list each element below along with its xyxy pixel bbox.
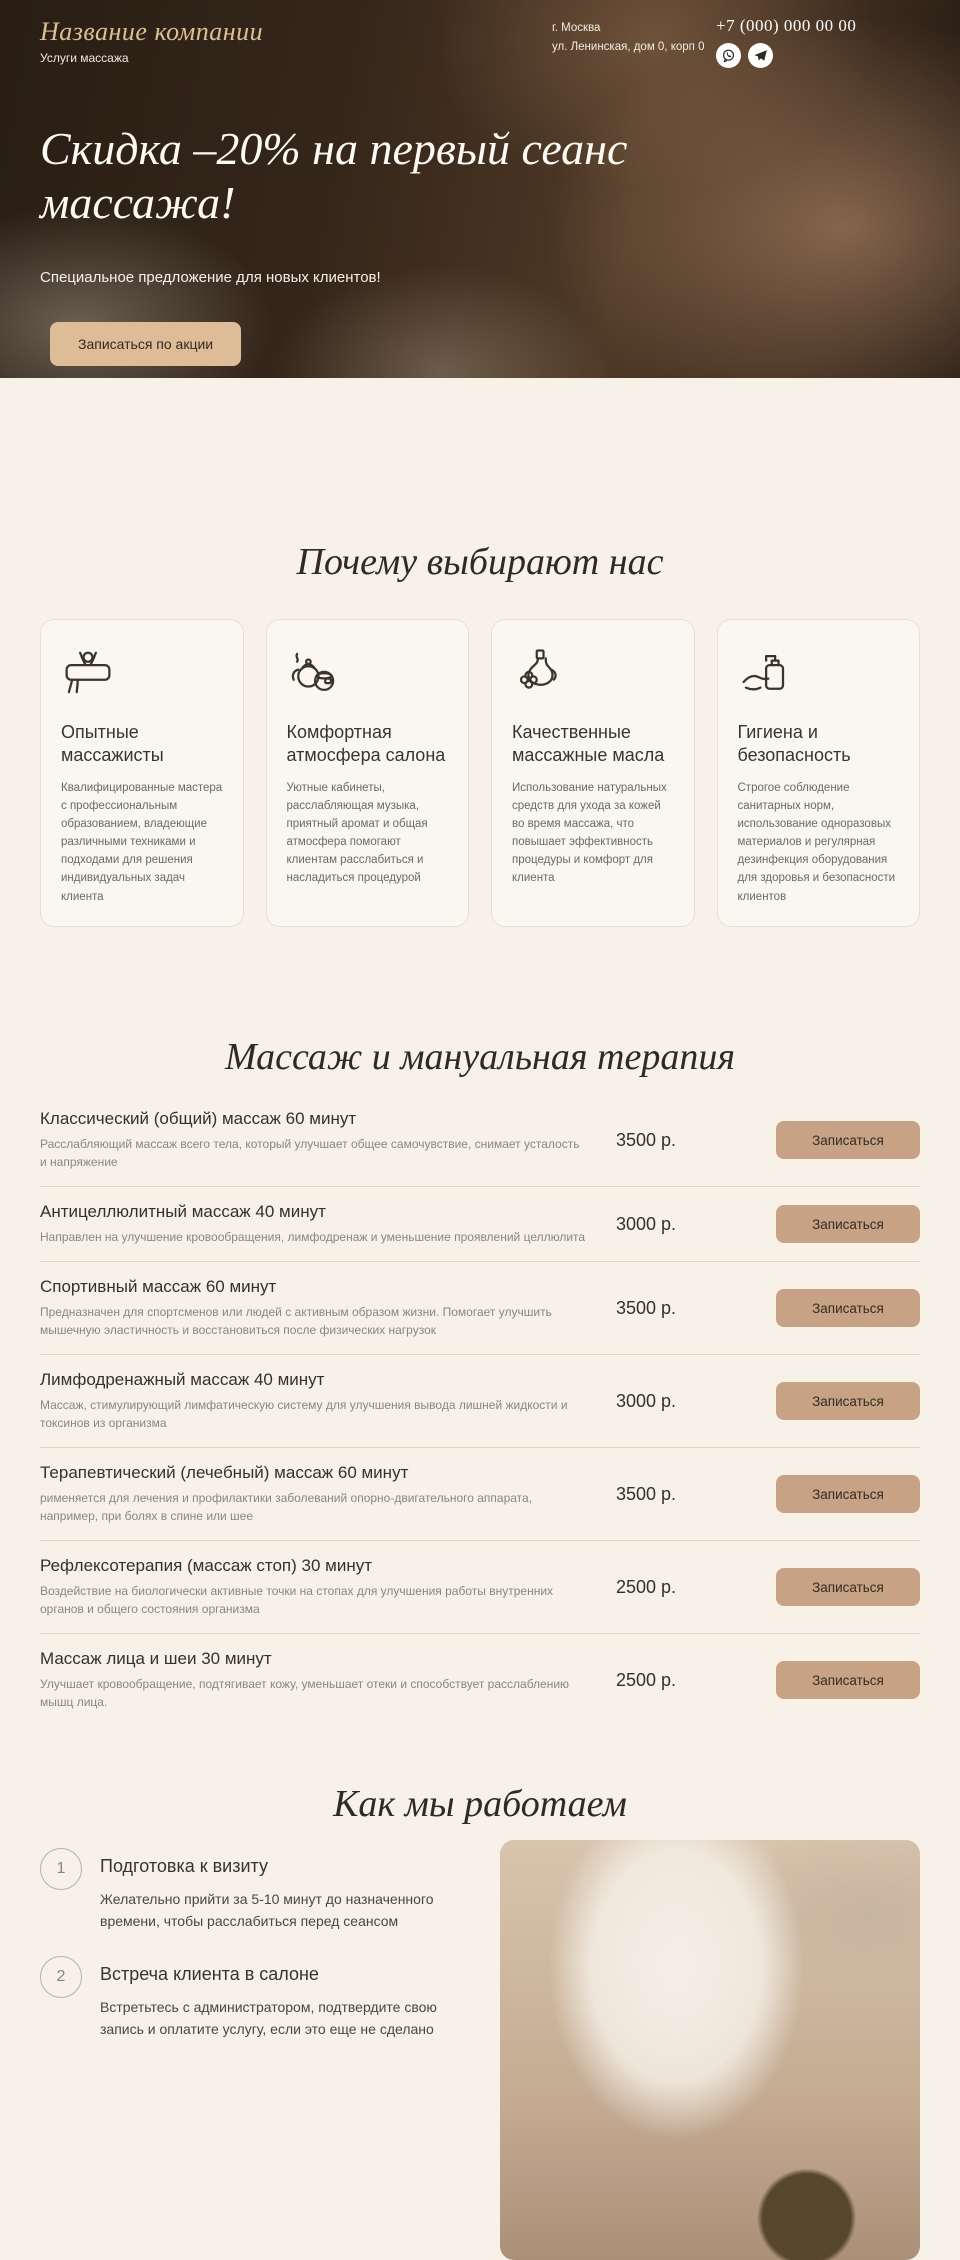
- service-description: Расслабляющий массаж всего тела, который улучшает общее самочувствие, снимает усталость и напряжение: [40, 1137, 580, 1170]
- step-number-badge: 2: [40, 1956, 82, 1998]
- benefit-card-title: Гигиена и безопасность: [737, 721, 851, 765]
- benefit-card-text: Строгое соблюдение санитарных норм, использование одноразовых материалов и регулярная дезинфекция оборудования для здоровья и безопасности клиентов: [737, 781, 896, 903]
- service-name: Классический (общий) массаж 60 минут: [40, 1109, 357, 1129]
- service-row: [40, 1540, 920, 1633]
- address-block: [552, 20, 704, 58]
- how-section: [0, 1726, 960, 2260]
- service-description: Массаж, стимулирующий лимфатическую систему для улучшения вывода лишней жидкости и токсинов из организма: [40, 1398, 568, 1431]
- service-price: 3500 р.: [616, 1483, 677, 1504]
- service-row: [40, 1261, 920, 1354]
- book-button[interactable]: Записаться: [776, 1475, 920, 1513]
- step-text: Встретьтесь с администратором, подтвердите свою запись и оплатите услугу, если это еще не сделано: [100, 1999, 437, 2037]
- company-name: Название компании: [40, 17, 264, 46]
- benefit-card-masseurs: [40, 619, 244, 927]
- benefit-cards: [40, 619, 920, 927]
- services-section: [0, 927, 960, 1727]
- why-section: [0, 378, 960, 927]
- step-title: Подготовка к визиту: [100, 1855, 268, 1876]
- why-section-title: Почему выбирают нас: [296, 541, 664, 583]
- service-description: Воздействие на биологически активные точки на стопах для улучшения работы внутренних органов и общего состояния организма: [40, 1584, 554, 1617]
- service-row: [40, 1633, 920, 1726]
- hero-subtitle: Специальное предложение для новых клиентов!: [40, 268, 381, 286]
- service-description: рименяется для лечения и профилактики заболеваний опорно-двигательного аппарата, например, при болях в спине или шее: [40, 1491, 533, 1524]
- book-button[interactable]: Записаться: [776, 1205, 920, 1243]
- book-button[interactable]: Записаться: [776, 1382, 920, 1420]
- oil-bottle-icon: [512, 646, 566, 700]
- service-row: [40, 1354, 920, 1447]
- phone-link[interactable]: +7 (000) 000 00 00: [716, 16, 857, 35]
- book-button[interactable]: Записаться: [776, 1121, 920, 1159]
- service-name: Терапевтический (лечебный) массаж 60 минут: [40, 1463, 409, 1483]
- service-price: 2500 р.: [616, 1576, 677, 1597]
- social-links: [716, 43, 856, 68]
- benefit-card-text: Квалифицированные мастера с профессиональным образованием, владеющие различными техниками и подходами для решения индивидуальных задач клиента: [61, 781, 223, 903]
- service-row: [40, 1094, 920, 1186]
- address-label: ул. Ленинская, дом 0, корп 0: [552, 41, 705, 53]
- service-description: Направлен на улучшение кровообращения, лимфодренаж и уменьшение проявлений целлюлита: [40, 1230, 586, 1245]
- step-item: [40, 1956, 470, 2040]
- city-label: г. Москва: [552, 22, 601, 34]
- service-name: Антицеллюлитный массаж 40 минут: [40, 1202, 326, 1222]
- company-subtitle: Услуги массажа: [40, 51, 129, 66]
- hero-title: Скидка –20% на первый сеанс массажа!: [40, 123, 628, 229]
- step-title: Встреча клиента в салоне: [100, 1964, 319, 1985]
- step-text: Желательно прийти за 5-10 минут до назначенного времени, чтобы расслабиться перед сеансом: [100, 1890, 434, 1929]
- step-item: [40, 1848, 470, 1932]
- service-price: 3500 р.: [616, 1297, 677, 1318]
- service-name: Спортивный массаж 60 минут: [40, 1277, 277, 1297]
- benefit-card-title: Комфортная атмосфера салона: [286, 721, 446, 765]
- teapot-icon: [287, 646, 341, 700]
- steps-list: [40, 1840, 470, 2260]
- service-description: Предназначен для спортсменов или людей с активным образом жизни. Помогает улучшить мышечную эластичность и восстановиться после физических нагрузок: [40, 1305, 552, 1338]
- whatsapp-icon: [720, 47, 737, 64]
- service-row: [40, 1186, 920, 1261]
- promo-cta-button[interactable]: Записаться по акции: [50, 322, 241, 366]
- brand-block: [40, 16, 263, 65]
- service-price: 2500 р.: [616, 1669, 677, 1690]
- service-price: 3000 р.: [616, 1390, 677, 1411]
- benefit-card-text: Уютные кабинеты, расслабляющая музыка, приятный аромат и общая атмосфера помогают клиентам расслабиться и насладиться процедурой: [286, 781, 428, 885]
- hero-content: [40, 122, 660, 366]
- benefit-card-hygiene: [717, 619, 921, 927]
- benefit-card-title: Опытные массажисты: [61, 721, 164, 765]
- services-section-title: Массаж и мануальная терапия: [224, 1035, 736, 1078]
- service-name: Рефлексотерапия (массаж стоп) 30 минут: [40, 1556, 373, 1576]
- benefit-card-text: Использование натуральных средств для ухода за кожей во время массажа, что повышает эффективность процедуры и комфорт для клиента: [512, 781, 667, 885]
- massage-photo: [500, 1840, 920, 2260]
- book-button[interactable]: Записаться: [776, 1661, 920, 1699]
- benefit-card-title: Качественные массажные масла: [512, 721, 665, 765]
- telegram-button[interactable]: [748, 43, 773, 68]
- service-row: [40, 1447, 920, 1540]
- benefit-card-oils: [491, 619, 695, 927]
- service-name: Массаж лица и шеи 30 минут: [40, 1649, 272, 1669]
- contact-block: [716, 16, 856, 68]
- service-description: Улучшает кровообращение, подтягивает кожу, уменьшает отеки и способствует расслаблению мышц лица.: [40, 1677, 570, 1710]
- service-price: 3500 р.: [616, 1129, 677, 1150]
- step-number-badge: 1: [40, 1848, 82, 1890]
- masseur-table-icon: [61, 646, 115, 700]
- service-name: Лимфодренажный массаж 40 минут: [40, 1370, 325, 1390]
- soap-dispenser-icon: [738, 646, 792, 700]
- benefit-card-atmosphere: [266, 619, 470, 927]
- book-button[interactable]: Записаться: [776, 1289, 920, 1327]
- telegram-icon: [752, 47, 769, 64]
- service-price: 3000 р.: [616, 1213, 677, 1234]
- book-button[interactable]: Записаться: [776, 1568, 920, 1606]
- how-section-title: Как мы работаем: [333, 1783, 627, 1826]
- service-list: [40, 1094, 920, 1726]
- whatsapp-button[interactable]: [716, 43, 741, 68]
- hero-section: [0, 0, 960, 378]
